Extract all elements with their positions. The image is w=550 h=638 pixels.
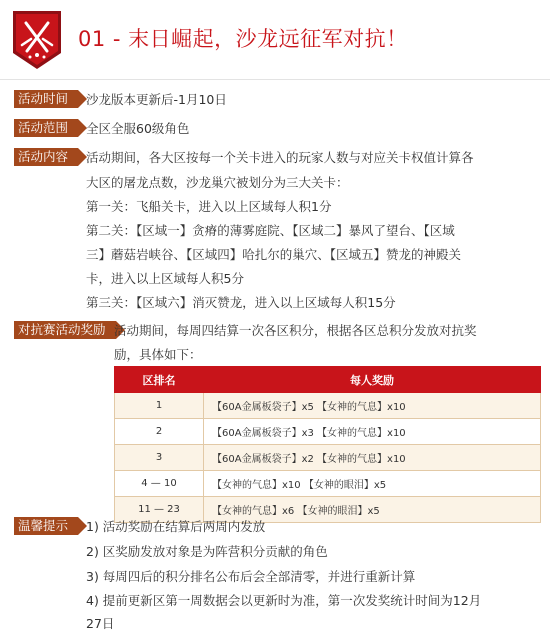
rank-cell: 3 — [115, 445, 204, 471]
section-tag-tips: 温馨提示 — [14, 517, 78, 535]
reward-cell: 【60A金属板袋子】x2 【女神的气息】x10 — [204, 445, 541, 471]
table-row — [115, 471, 541, 497]
section-tag-content: 活动内容 — [14, 148, 78, 166]
page-title: 01 - 末日崛起，沙龙远征军对抗！ — [78, 27, 408, 51]
scope-text: 全区全服60级角色 — [86, 121, 190, 136]
table-row — [115, 445, 541, 471]
header-divider — [0, 79, 550, 80]
section-tag-time: 活动时间 — [14, 90, 78, 108]
tip-line: 27日 — [86, 616, 115, 631]
tip-line: 2) 区奖励发放对象是为阵营积分贡献的角色 — [86, 544, 328, 559]
section-tag-scope: 活动范围 — [14, 119, 78, 137]
content-line: 卡，进入以上区域每人积5分 — [86, 271, 244, 286]
table-row — [115, 419, 541, 445]
content-line: 第一关：飞船关卡，进入以上区域每人积1分 — [86, 199, 332, 214]
reward-cell: 【60A金属板袋子】x3 【女神的气息】x10 — [204, 419, 541, 445]
reward-cell: 【60A金属板袋子】x5 【女神的气息】x10 — [204, 393, 541, 419]
content-line: 第二关：【区域一】贪瘠的薄雾庭院、【区域二】暴风了望台、【区域 — [86, 223, 455, 238]
content-line: 大区的屠龙点数，沙龙巢穴被划分为三大关卡： — [86, 175, 349, 190]
tip-line: 1) 活动奖励在结算后两周内发放 — [86, 519, 266, 534]
column-header-reward: 每人奖励 — [204, 367, 541, 393]
time-text: 沙龙版本更新后-1月10日 — [86, 92, 227, 107]
rank-cell: 1 — [115, 393, 204, 419]
reward-cell: 【女神的气息】x6 【女神的眼泪】x5 — [204, 497, 541, 523]
crossed-swords-shield-icon — [11, 9, 63, 71]
reward-line: 励，具体如下： — [114, 347, 202, 362]
reward-table — [114, 366, 541, 523]
section-tag-reward: 对抗赛活动奖励 — [14, 321, 116, 339]
page-header — [0, 0, 550, 82]
rank-cell: 11 — 23 — [115, 497, 204, 523]
content-line: 活动期间，各大区按每一个关卡进入的玩家人数与对应关卡权值计算各 — [86, 150, 474, 165]
table-header-row — [115, 367, 541, 393]
table-row — [115, 393, 541, 419]
rank-cell: 4 — 10 — [115, 471, 204, 497]
rank-cell: 2 — [115, 419, 204, 445]
reward-line: 活动期间，每周四结算一次各区积分，根据各区总积分发放对抗奖 — [114, 323, 477, 338]
tip-line: 3) 每周四后的积分排名公布后会全部清零，并进行重新计算 — [86, 569, 416, 584]
content-line: 三】蘑菇岩峡谷、【区域四】哈扎尔的巢穴、【区域五】赞龙的神殿关 — [86, 247, 462, 262]
reward-cell: 【女神的气息】x10 【女神的眼泪】x5 — [204, 471, 541, 497]
tip-line: 4) 提前更新区第一周数据会以更新时为准，第一次发奖统计时间为12月 — [86, 593, 482, 608]
column-header-rank: 区排名 — [115, 367, 204, 393]
content-line: 第三关：【区域六】消灭赞龙，进入以上区域每人积15分 — [86, 295, 396, 310]
